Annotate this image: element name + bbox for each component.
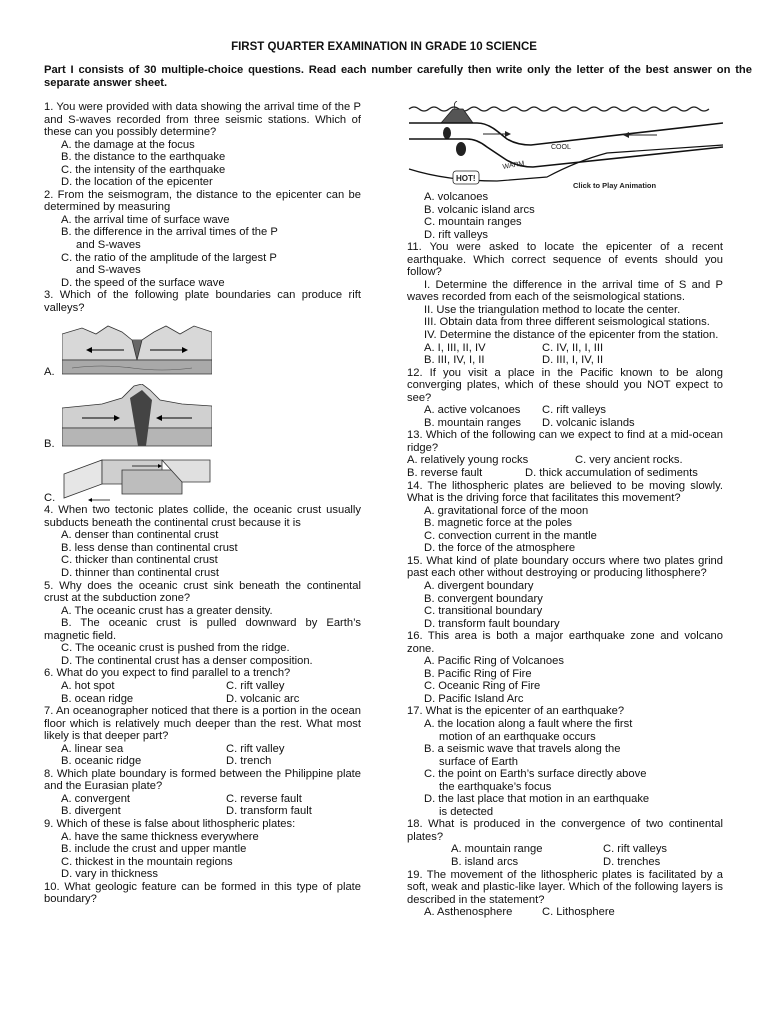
option-row <box>407 454 723 467</box>
option-a: A. I, III, II, IV <box>424 341 486 354</box>
option-label: A. <box>44 365 55 378</box>
option-b: B. magnetic force at the poles <box>424 517 573 530</box>
option-a: A. Asthenosphere <box>424 906 513 919</box>
option-d: D. trenches <box>603 855 661 868</box>
option-b: B. reverse fault <box>407 467 483 480</box>
option-d: D. trench <box>226 755 272 768</box>
option-c: C. The oceanic crust is pushed from the ridge. <box>61 642 290 655</box>
question-5 <box>44 580 361 668</box>
option-a: A. The oceanic crust has a greater density. <box>61 604 273 617</box>
option-row <box>407 467 723 480</box>
step-i: I. Determine the difference in the arrival time of S and P waves recorded from each of the seismological stations. <box>407 278 723 304</box>
option-row <box>407 417 723 430</box>
option-a: A. the location along a fault where the first motion of an earthquake occurs <box>424 717 633 743</box>
option-c: C. rift valley <box>226 742 285 755</box>
question-18 <box>407 818 723 868</box>
option-a: A. hot spot <box>61 679 115 692</box>
option-b: B. the difference in the arrival times of the P and S-waves <box>61 226 278 252</box>
option-b <box>44 378 361 450</box>
option-row <box>44 755 361 768</box>
option-a: A. denser than continental crust <box>61 529 219 542</box>
option-a: A. active volcanoes <box>424 404 521 417</box>
hot-label: HOT! <box>456 174 476 183</box>
option-c: C. Oceanic Ring of Fire <box>424 680 541 693</box>
option-d: D. Pacific Island Arc <box>424 692 524 705</box>
option-a: A. convergent <box>61 792 131 805</box>
option-d: D. the speed of the surface wave <box>61 276 225 289</box>
option-c: C. reverse fault <box>226 792 302 805</box>
option-row <box>407 906 723 919</box>
question-3 <box>44 289 361 504</box>
question-1 <box>44 101 361 189</box>
warm-label: WARM <box>502 160 525 171</box>
play-animation-caption[interactable]: Click to Play Animation <box>573 181 657 190</box>
question-16 <box>407 630 723 705</box>
option-c: C. rift valley <box>226 679 285 692</box>
option-a: A. the damage at the focus <box>61 138 195 151</box>
option-b: B. Pacific Ring of Fire <box>424 667 532 680</box>
option-row <box>407 856 723 869</box>
option-b: B. the distance to the earthquake <box>61 151 226 164</box>
step-ii: II. Use the triangulation method to locate the center. <box>424 303 681 316</box>
exam-title: FIRST QUARTER EXAMINATION IN GRADE 10 SCIENCE <box>231 41 537 53</box>
question-17 <box>407 705 723 818</box>
option-b: B. less dense than continental crust <box>61 541 238 554</box>
subduction-animation-figure <box>407 101 723 191</box>
option-d: D. the location of the epicenter <box>61 176 213 189</box>
option-a <box>44 314 361 378</box>
question-stem: 11. You were asked to locate the epicenter of a recent earthquake. Which correct sequence of events should you follow? <box>407 241 723 279</box>
question-19 <box>407 869 723 919</box>
option-a: A. Pacific Ring of Volcanoes <box>424 655 564 668</box>
step-iv: IV. Determine the distance of the epicenter from the station. <box>424 329 719 342</box>
option-row <box>407 843 723 856</box>
question-stem: 17. What is the epicenter of an earthquake? <box>407 705 625 718</box>
option-d: D. thinner than continental crust <box>61 567 219 580</box>
option-d: D. vary in thickness <box>61 868 158 881</box>
option-b: B. include the crust and upper mantle <box>61 843 247 856</box>
option-a: A. relatively young rocks <box>407 454 529 467</box>
option-a: A. mountain range <box>451 843 543 856</box>
question-stem: 2. From the seismogram, the distance to the epicenter can be determined by measuring <box>44 188 361 214</box>
option-d: D. the last place that motion in an earthquake is detected <box>424 793 650 818</box>
question-stem: 4. When two tectonic plates collide, the oceanic crust usually subducts beneath the continental crust because it is <box>44 504 361 529</box>
option-c: C. convection current in the mantle <box>424 529 597 542</box>
option-row <box>44 805 361 818</box>
option-b: B. convergent boundary <box>424 592 543 605</box>
question-stem: 9. Which of these is false about lithospheric plates: <box>44 817 296 830</box>
option-d: D. volcanic arc <box>226 692 300 705</box>
option-c: C. the point on Earth’s surface directly above the earthquake’s focus <box>424 768 647 793</box>
option-c: C. mountain ranges <box>424 216 522 229</box>
question-8 <box>44 768 361 818</box>
divergent-boundary-diagram <box>62 320 212 378</box>
option-a: A. divergent boundary <box>424 579 534 592</box>
option-c: C. transitional boundary <box>424 605 543 618</box>
option-b: B. volcanic island arcs <box>424 203 535 216</box>
step-iii: III. Obtain data from three different seismological stations. <box>424 316 710 329</box>
option-c <box>44 450 361 504</box>
option-a: A. gravitational force of the moon <box>424 504 589 517</box>
option-row <box>44 693 361 706</box>
question-stem: 16. This area is both a major earthquake zone and volcano zone. <box>407 630 723 655</box>
cool-label: COOL <box>551 144 571 151</box>
question-stem: 5. Why does the oceanic crust sink beneath the continental crust at the subduction zone? <box>44 579 361 605</box>
right-column <box>407 101 723 919</box>
question-stem: 18. What is produced in the convergence of two continental plates? <box>407 818 723 843</box>
option-c: C. the intensity of the earthquake <box>61 163 226 176</box>
question-12 <box>407 367 723 430</box>
convergent-boundary-diagram <box>62 384 212 450</box>
question-14 <box>407 480 723 555</box>
option-b: B. mountain ranges <box>424 416 522 429</box>
option-b: B. The oceanic crust is pulled downward by Earth’s magnetic field. <box>44 617 361 642</box>
option-c: C. very ancient rocks. <box>575 454 683 467</box>
option-a: A. volcanoes <box>424 191 489 203</box>
question-stem: 7. An oceanographer noticed that there is a portion in the ocean floor which is relatively much deeper than the rest. What most likely is that deeper part? <box>44 705 361 743</box>
option-d: D. rift valleys <box>424 228 489 241</box>
option-c: C. IV, II, I, III <box>542 341 604 354</box>
option-label: B. <box>44 437 55 450</box>
question-stem: 19. The movement of the lithospheric plates is facilitated by a soft, weak and plastic-like layer. Which of the following layers is described in the statement? <box>407 868 723 906</box>
option-b: B. III, IV, I, II <box>424 354 485 367</box>
instructions: Part I consists of 30 multiple-choice questions. Read each number carefully then write only the letter of the best answer on the separate answer sheet. <box>44 64 752 89</box>
option-c: C. Lithosphere <box>542 906 615 919</box>
option-d: D. the force of the atmosphere <box>424 542 576 555</box>
option-a: A. have the same thickness everywhere <box>61 830 259 843</box>
question-9 <box>44 818 361 881</box>
option-row <box>44 680 361 693</box>
option-row <box>407 342 723 355</box>
question-13 <box>407 429 723 479</box>
question-10 <box>44 881 361 906</box>
question-stem: 3. Which of the following plate boundaries can produce rift valleys? <box>44 289 361 314</box>
option-label: C. <box>44 491 56 504</box>
option-d: D. transform fault <box>226 805 312 818</box>
question-stem: 13. Which of the following can we expect to find at a mid-ocean ridge? <box>407 429 723 454</box>
question-stem: 14. The lithospheric plates are believed to be moving slowly. What is the driving force that facilitates this movement? <box>407 479 723 505</box>
left-column <box>44 101 361 906</box>
question-stem: 10. What geologic feature can be formed in this type of plate boundary? <box>44 880 361 906</box>
option-row <box>44 793 361 806</box>
option-b: B. a seismic wave that travels along the surface of Earth <box>424 743 621 768</box>
question-stem: 8. Which plate boundary is formed between the Philippine plate and the Eurasian plate? <box>44 767 361 793</box>
option-d: D. thick accumulation of sediments <box>525 467 698 480</box>
question-stem: 12. If you visit a place in the Pacific known to be along converging plates, which of these should you NOT expect to see? <box>407 366 723 404</box>
option-b: B. divergent <box>61 805 121 818</box>
option-d: D. volcanic islands <box>542 416 635 429</box>
option-d: D. The continental crust has a denser composition. <box>61 654 313 667</box>
option-a: A. linear sea <box>61 742 124 755</box>
option-d: D. III, I, IV, II <box>542 354 604 367</box>
option-b: B. island arcs <box>451 855 519 868</box>
question-stem: 15. What kind of plate boundary occurs where two plates grind past each other without destroying or producing lithosphere? <box>407 554 723 580</box>
option-c: C. thicker than continental crust <box>61 554 218 567</box>
question-10-options <box>407 191 723 241</box>
option-row <box>44 743 361 756</box>
option-c: C. thickest in the mountain regions <box>61 855 233 868</box>
question-2 <box>44 189 361 289</box>
question-11 <box>407 241 723 366</box>
question-stem: 1. You were provided with data showing the arrival time of the P and S-waves recorded from three seismic stations. Which of these can you possibly determine? <box>44 101 361 139</box>
transform-boundary-diagram <box>62 454 212 504</box>
option-c: C. the ratio of the amplitude of the largest P and S-waves <box>61 251 277 277</box>
option-d: D. transform fault boundary <box>424 617 560 630</box>
question-4 <box>44 504 361 579</box>
question-7 <box>44 705 361 768</box>
option-c: C. rift valleys <box>603 843 668 856</box>
option-a: A. the arrival time of surface wave <box>61 213 230 226</box>
option-row <box>407 404 723 417</box>
option-b: B. ocean ridge <box>61 692 134 705</box>
question-15 <box>407 555 723 630</box>
option-c: C. rift valleys <box>542 404 607 417</box>
question-stem: 6. What do you expect to find parallel to a trench? <box>44 667 291 680</box>
option-row <box>407 354 723 367</box>
option-b: B. oceanic ridge <box>61 755 142 768</box>
question-6 <box>44 667 361 705</box>
